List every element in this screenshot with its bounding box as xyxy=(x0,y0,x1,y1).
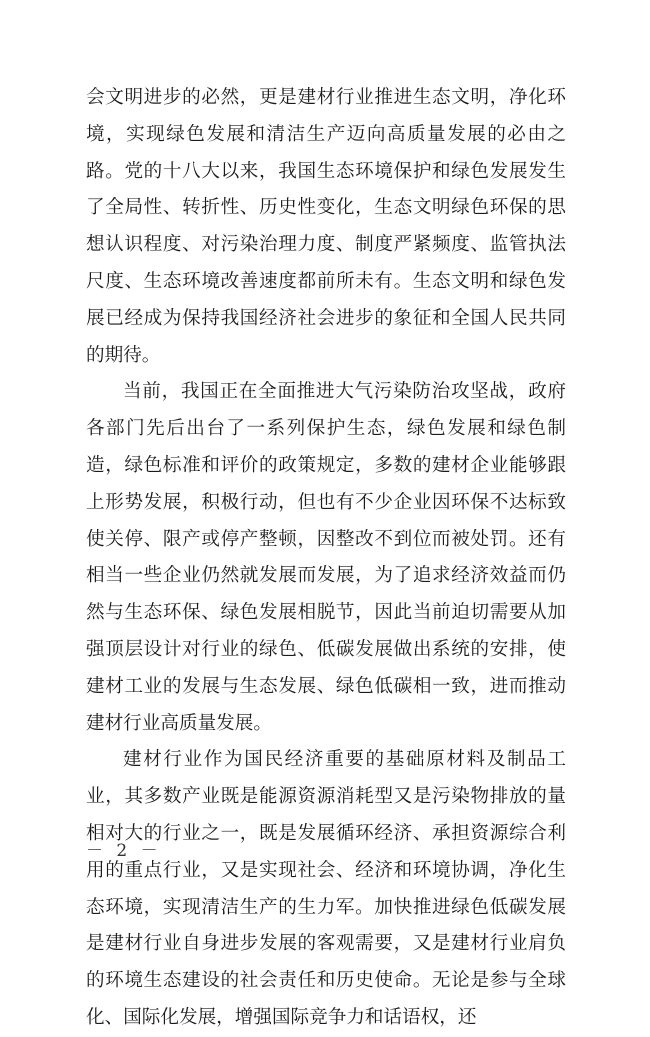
paragraph-3: 建材行业作为国民经济重要的基础原材料及制品工业，其多数产业既是能源资源消耗型又是污染物排放的量相对大的行业之一，既是发展循环经济、承担资源综合利用的重点行业，又是实现社会、经济和环境协调，净化生态环境，实现清洁生产的生力军。加快推进绿色低碳发展是建材行业自身进步发展的客观需要，又是建材行业肩负的环境生态建设的社会责任和历史使命。无论是参与全球化、国际化发展，增强国际竞争力和话语权，还 xyxy=(86,749,566,1028)
document-body xyxy=(86,80,566,1037)
paragraph-2: 当前，我国正在全面推进大气污染防治攻坚战，政府各部门先后出台了一系列保护生态，绿色发展和绿色制造，绿色标准和评价的政策规定，多数的建材企业能够跟上形势发展，积极行动，但也有不少企业因环保不达标致使关停、限产或停产整顿，因整改不到位而被处罚。还有相当一些企业仍然就发展而发展，为了追求经济效益而仍然与生态环保、绿色发展相脱节，因此当前迫切需要从加强顶层设计对行业的绿色、低碳发展做出系统的安排，使建材工业的发展与生态发展、绿色低碳相一致，进而推动建材行业高质量发展。 xyxy=(86,381,566,734)
paragraph-1: 会文明进步的必然，更是建材行业推进生态文明，净化环境，实现绿色发展和清洁生产迈向高质量发展的必由之路。党的十八大以来，我国生态环境保护和绿色发展发生了全局性、转折性、历史性变化，生态文明绿色环保的思想认识程度、对污染治理力度、制度严紧频度、监管执法尺度、生态环境改善速度都前所未有。生态文明和绿色发展已经成为保持我国经济社会进步的象征和全国人民共同的期待。 xyxy=(86,87,566,366)
page-number: － 2 － xyxy=(86,841,162,861)
